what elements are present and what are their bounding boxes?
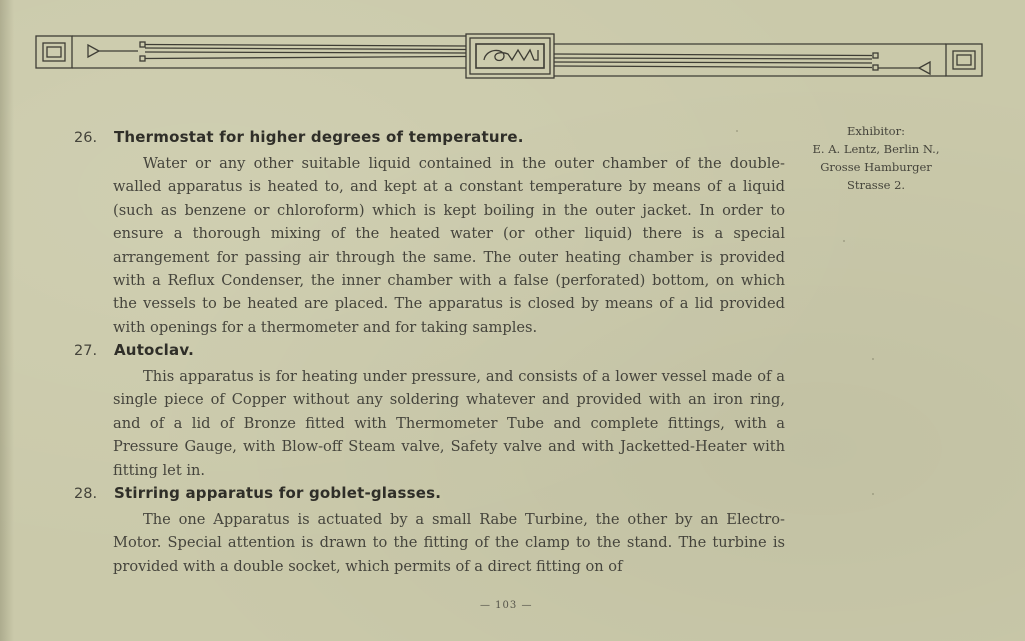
page-gutter-shadow [0, 0, 14, 641]
paper-speck [736, 130, 738, 132]
right-square-ornament [946, 44, 982, 76]
page-number: — 103 — [480, 600, 533, 611]
entry-heading [74, 341, 794, 365]
exhibitor-line: Grosse Hamburger [820, 160, 932, 174]
exhibitor-line: E. A. Lentz, Berlin N., [812, 142, 940, 156]
catalogue-entry [74, 128, 794, 339]
entry-number: 28. [74, 486, 98, 502]
entry-title: Stirring apparatus for goblet-glasses. [114, 484, 442, 502]
entry-number: 26. [74, 130, 98, 146]
paper-speck [872, 358, 874, 360]
catalogue-entry [74, 341, 794, 482]
entry-description: Water or any other suitable liquid contained in the outer chamber of the double-walled apparatus is heated to, and kept at a constant temperature by means of a liquid (such as benzene or chloroform) which is kept boiling in the outer jacket. In order to ensure a thorough mixing of the heated water (or other liquid) there is a special arrangement for passing air through the same. The outer heating chamber is provided with a Reflux Condenser, the inner chamber with a false (perforated) bottom, on which the vessels to be heated are placed. The apparatus is closed by means of a lid provided with openings for a thermometer and for taking samples. [113, 155, 785, 336]
entry-heading [74, 128, 794, 152]
entry-description: This apparatus is for heating under pressure, and consists of a lower vessel made of a single piece of Copper without any soldering whatever and provided with an iron ring, and of a lid of Bronze fitted with Thermometer Tube and complete fittings, with a Pressure Gauge, with Blow-off Steam valve, Safety valve and with Jacketted-Heater with fitting let in. [113, 368, 785, 479]
entry-description: The one Apparatus is actuated by a small Rabe Turbine, the other by an Electro-Motor. Special attention is drawn to the fitting of the clamp to the stand. The turbine is provided with a double socket, which permits of a direct fitting on of [113, 511, 785, 575]
left-square-ornament [36, 36, 72, 68]
paper-speck [872, 493, 874, 495]
entry-title: Autoclav. [114, 341, 194, 359]
entry-number: 27. [74, 343, 98, 359]
left-triangle-ornament [88, 45, 99, 57]
entry-title: Thermostat for higher degrees of temperature. [114, 128, 524, 146]
catalogue-entry [74, 484, 794, 578]
exhibitor-note [796, 122, 956, 194]
exhibitor-label: Exhibitor: [847, 124, 905, 138]
catalogue-entries [74, 128, 794, 580]
entry-heading [74, 484, 794, 508]
exhibitor-line: Strasse 2. [846, 178, 906, 192]
right-triangle-ornament [919, 62, 930, 74]
paper-speck [843, 240, 845, 242]
header-ornament [34, 30, 984, 82]
